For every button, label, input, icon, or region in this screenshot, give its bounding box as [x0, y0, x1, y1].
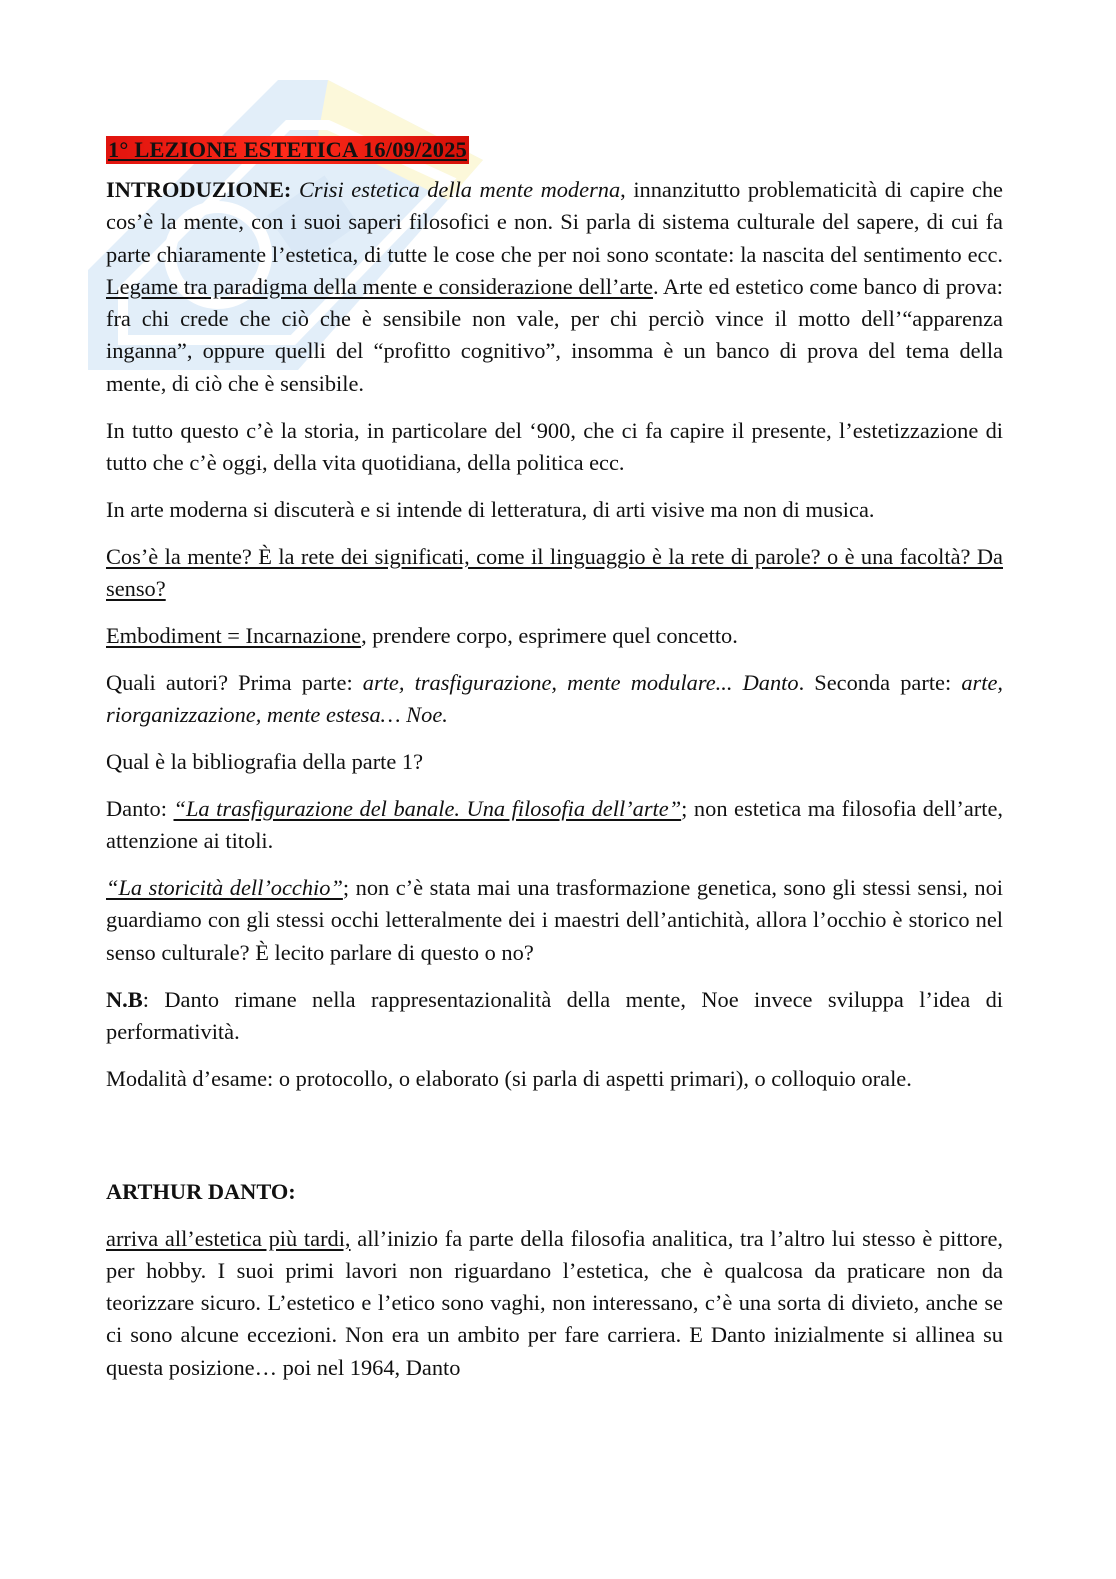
paragraph-danto-bio	[106, 1223, 1003, 1384]
nota-bene-label: N.B	[106, 986, 143, 1012]
section-spacer	[106, 1110, 1003, 1176]
danto-book-note: ; non estetica ma filosofia dell’arte, attenzione ai titoli.	[106, 795, 1003, 854]
intro-label: INTRODUZIONE:	[106, 177, 292, 202]
storicita-text: ; non c’è stata mai una trasformazione genetica, sono gli stessi sensi, noi guardiamo con gli stessi occhi letteralmente dei i maestri dell’antichità, allora l’occhio è storico nel senso culturale? È lecito parlare di questo o no?	[106, 875, 1003, 965]
danto-bio-text: all’inizio fa parte della filosofia analitica, tra l’altro lui stesso è pittore, per hobby. I suoi primi lavori non riguardano l’estetica, che è qualcosa da praticare non da teorizzare sicuro. L’estetico e l’etico sono vaghi, non interessano, c’è una sorta di divieto, anche se ci sono alcune eccezioni. Non era un ambito per fare carriera. E Danto inizialmente si allinea su questa posizione… poi nel 1964, Danto	[106, 1225, 1004, 1380]
embodiment-text: , prendere corpo, esprimere quel concetto.	[361, 622, 738, 648]
paragraph-bibliography-question: Qual è la bibliografia della parte 1?	[106, 749, 424, 775]
storicita-title: “La storicità dell’occhio”	[106, 875, 343, 901]
paragraph-modern-art: In arte moderna si discuterà e si intende di letteratura, di arti visive ma non di musica.	[106, 496, 875, 522]
nota-bene-text: : Danto rimane nella rappresentazionalità della mente, Noe invece sviluppa l’idea di performatività.	[106, 986, 1003, 1044]
paragraph-mind-question: Cos’è la mente? È la rete dei significati, come il linguaggio è la rete di parole? o è una facoltà? Da senso?	[106, 543, 1003, 602]
intro-text-2: . Arte ed estetico come banco di prova: fra chi crede che ciò che è sensibile non vale, per chi perciò vince il motto dell’“apparenza inganna”, oppure quelli del “profitto cognitivo”, insomma è un banco di prova del tema della mente, di ciò che è sensibile.	[106, 273, 1003, 396]
embodiment-term: Embodiment = Incarnazione	[106, 622, 362, 648]
paragraph-nota-bene	[106, 984, 1003, 1049]
paragraph-danto-book	[106, 793, 1003, 858]
authors-text-2: . Seconda parte:	[798, 669, 962, 695]
paragraph-exam-modes: Modalità d’esame: o protocollo, o elaborato (si parla di aspetti primari), o colloquio orale.	[106, 1065, 912, 1091]
paragraph-history: In tutto questo c’è la storia, in particolare del ‘900, che ci fa capire il presente, l’estetizzazione di tutto che c’è oggi, della vita quotidiana, della politica ecc.	[106, 417, 1003, 475]
intro-text-1: , innanzitutto problematicità di capire che cos’è la mente, con i suoi saperi filosofici e non. Si parla di sistema culturale del sapere, di cui fa parte chiaramente l’estetica, di tutte le cose che per noi sono scontate: la nascita del sentimento ecc.	[106, 177, 1003, 267]
paragraph-intro	[106, 174, 1003, 400]
intro-italic-phrase: Crisi estetica della mente moderna	[298, 177, 621, 202]
paragraph-authors	[106, 667, 1003, 732]
lesson-heading: 1° LEZIONE ESTETICA 16/09/2025	[108, 137, 467, 162]
paragraph-embodiment	[106, 620, 1003, 652]
intro-underlined-phrase: Legame tra paradigma della mente e considerazione dell’arte	[106, 273, 653, 299]
authors-part-2: arte, riorganizzazione, mente estesa… Noe.	[106, 669, 1003, 728]
section-heading-danto: ARTHUR DANTO:	[106, 1178, 296, 1204]
authors-part-1: arte, trasfigurazione, mente modulare... Danto	[362, 669, 799, 695]
paragraph-storicita	[106, 872, 1003, 969]
danto-book-title: “La trasfigurazione del banale. Una filosofia dell’arte”	[173, 795, 682, 821]
danto-bio-underlined: arriva all’estetica più tardi,	[106, 1225, 351, 1251]
authors-text-1: Quali autori? Prima parte:	[106, 669, 363, 695]
danto-book-prefix: Danto:	[106, 795, 174, 821]
document-page	[106, 134, 1003, 1399]
